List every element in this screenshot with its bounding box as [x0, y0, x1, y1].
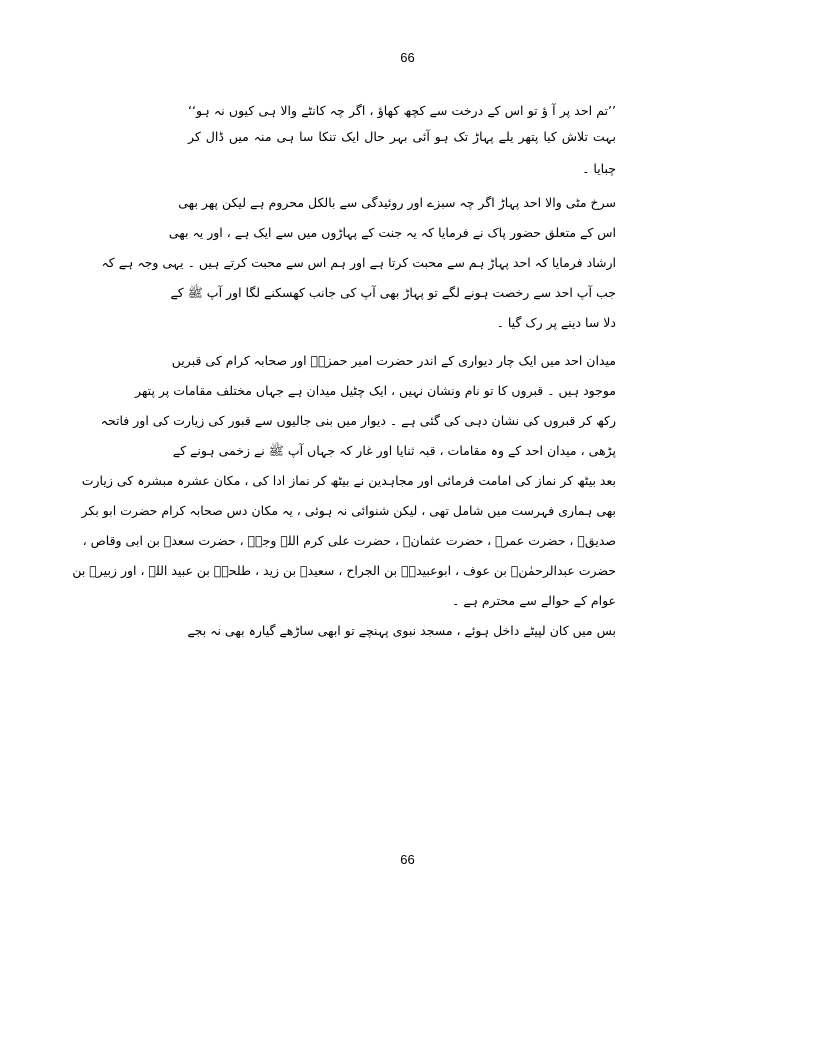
page-number-bottom: 66	[400, 852, 415, 867]
text-line: موجود ہیں ۔ قبروں کا تو نام ونشان نہیں ، ایک چٹیل میدان ہے جہاں مختلف مقامات پر پتھر	[135, 383, 616, 398]
text-line: رکھ کر قبروں کی نشان دہی کی گئی ہے ۔ دیوار میں بنی جالیوں سے قبور کی زیارت کی اور فاتحہ	[100, 413, 616, 428]
document-body	[72, 98, 616, 644]
text-line: عوام کے حوالے سے محترم ہے ۔	[452, 593, 616, 608]
page-number-top: 66	[400, 50, 415, 65]
text-line: ارشاد فرمایا کہ احد پہاڑ ہم سے محبت کرتا ہے اور ہم اس سے محبت کرتے ہیں ۔ یہی وجہ ہے کہ	[101, 255, 616, 270]
text-line: بعد بیٹھ کر نماز کی امامت فرمائی اور مجاہدین نے بیٹھ کر نماز ادا کی ، مکان عشرہ مبشرہ کی زیارت	[81, 473, 616, 488]
text-line: حضرت عبدالرحمٰنؓ بن عوف ، ابوعبیدہؓ بن الجراح ، سعیدؓ بن زید ، طلحہؓ بن عبید اللہ ، اور زبیرؓ بن	[72, 563, 616, 578]
paragraph-3	[72, 348, 616, 614]
paragraph-1	[188, 98, 616, 182]
text-line: چبایا ۔	[582, 161, 616, 176]
text-line: ’’تم احد پر آ ؤ تو اس کے درخت سے کچھ کھاؤ ، اگر چہ کانٹے والا ہی کیوں نہ ہو‘‘	[188, 103, 616, 118]
text-line: صدیقؓ ، حضرت عمرؓ ، حضرت عثمانؓ ، حضرت علی کرم اللہ وجہہ ، حضرت سعدؓ بن ابی وقاص ،	[82, 533, 616, 548]
text-line: پڑھی ، میدان احد کے وہ مقامات ، قبہ ثنایا اور غار کہ جہاں آپ ﷺ نے زخمی ہونے کے	[172, 443, 616, 458]
text-line: سرخ مٹی والا احد پہاڑ اگر چہ سبزے اور روئیدگی سے بالکل محروم ہے لیکن پھر بھی	[178, 195, 616, 210]
text-line: اس کے متعلق حضور پاک نے فرمایا کہ یہ جنت کے پہاڑوں میں سے ایک ہے ، اور یہ بھی	[168, 225, 616, 240]
paragraph-2	[101, 190, 616, 336]
text-line: بھی ہماری فہرست میں شامل تھی ، لیکن شنوائی نہ ہوئی ، یہ مکان دس صحابہ کرام حضرت ابو بکر	[81, 503, 616, 518]
text-line: بس میں کان لپیٹے داخل ہوئے ، مسجد نبوی پہنچے تو ابھی ساڑھے گیارہ بھی نہ بجے	[187, 623, 616, 638]
text-line: جب آپ احد سے رخصت ہونے لگے تو پہاڑ بھی آپ کی جانب کھسکنے لگا اور آپ ﷺ کے	[170, 285, 616, 300]
text-line: بہت تلاش کیا پتھر یلے پہاڑ تک ہو آئی بہر حال ایک تنکا سا ہی منہ میں ڈال کر	[188, 129, 616, 144]
text-line: میدان احد میں ایک چار دیواری کے اندر حضرت امیر حمزہؓ اور صحابہ کرام کی قبریں	[171, 353, 616, 368]
text-line: دلا سا دینے پر رک گیا ۔	[496, 315, 616, 330]
paragraph-4	[188, 618, 616, 644]
